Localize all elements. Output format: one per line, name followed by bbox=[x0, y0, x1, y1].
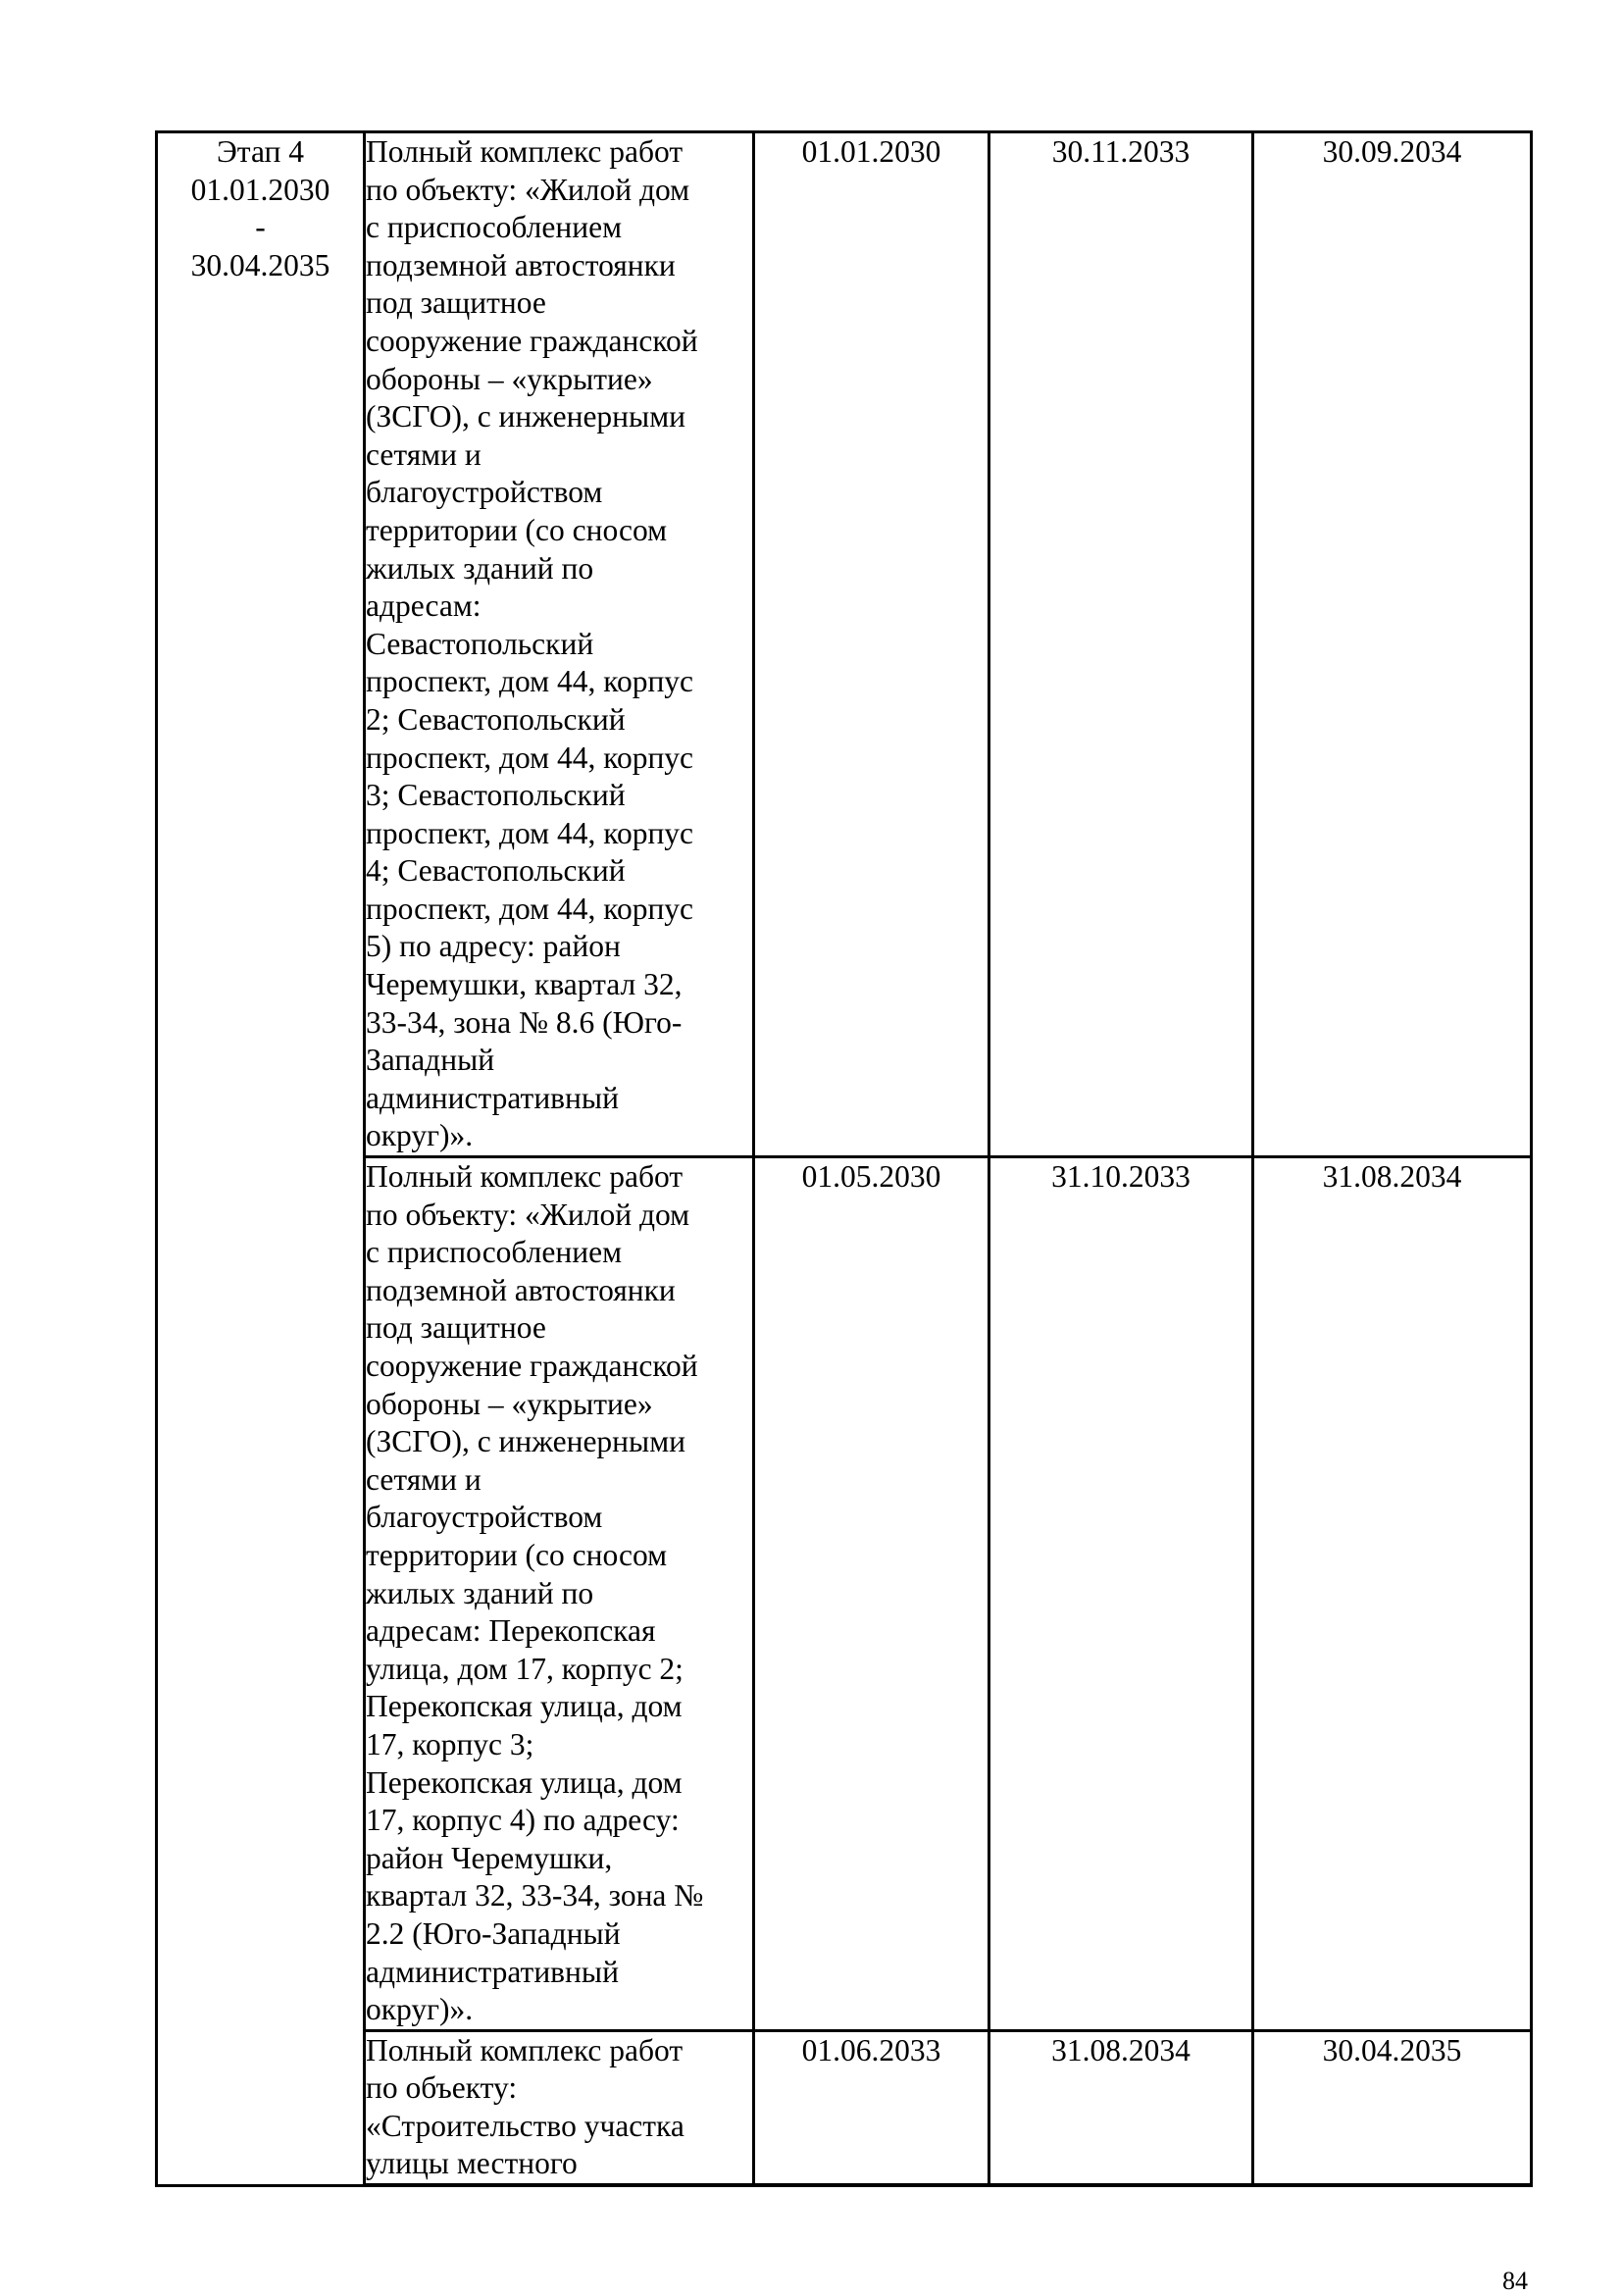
start-date: 01.01.2030 bbox=[754, 132, 989, 1157]
milestone-date: 30.11.2033 bbox=[989, 132, 1253, 1157]
schedule-table bbox=[155, 130, 1533, 2187]
end-date: 31.08.2034 bbox=[1253, 1157, 1532, 2031]
end-date: 30.04.2035 bbox=[1253, 2030, 1532, 2185]
page-number: 84 bbox=[1502, 2267, 1528, 2295]
start-date: 01.05.2030 bbox=[754, 1157, 989, 2031]
end-date: 30.09.2034 bbox=[1253, 132, 1532, 1157]
milestone-date: 31.10.2033 bbox=[989, 1157, 1253, 2031]
stage-cell bbox=[157, 132, 365, 2186]
stage-label: Этап 4 01.01.2030 - 30.04.2035 bbox=[190, 134, 330, 282]
milestone-date: 31.08.2034 bbox=[989, 2030, 1253, 2185]
work-description: Полный комплекс работ по объекту: «Строительство участка улицы местного bbox=[365, 2030, 754, 2185]
table-row bbox=[157, 132, 1532, 1157]
work-description: Полный комплекс работ по объекту: «Жилой дом с приспособлением подземной автостоянки под защитное сооружение гражданской обороны – «укрытие» (ЗСГО), с инженерными сетями и благоустройством территории (со сносом жилых зданий по адресам: Перекопская улица, дом 17, корпус 2; Перекопская улица, дом 17, корпус 3; Перекопская улица, дом 17, корпус 4) по адресу: район Черемушки, квартал 32, 33-34, зона № 2.2 (Юго-Западный административный округ)». bbox=[365, 1157, 754, 2031]
work-description: Полный комплекс работ по объекту: «Жилой дом с приспособлением подземной автостоянки под защитное сооружение гражданской обороны – «укрытие» (ЗСГО), с инженерными сетями и благоустройством территории (со сносом жилых зданий по адресам: Севастопольский проспект, дом 44, корпус 2; Севастопольский проспект, дом 44, корпус 3; Севастопольский проспект, дом 44, корпус 4; Севастопольский проспект, дом 44, корпус 5) по адресу: район Черемушки, квартал 32, 33-34, зона № 8.6 (Юго- Западный административный округ)». bbox=[365, 132, 754, 1157]
start-date: 01.06.2033 bbox=[754, 2030, 989, 2185]
